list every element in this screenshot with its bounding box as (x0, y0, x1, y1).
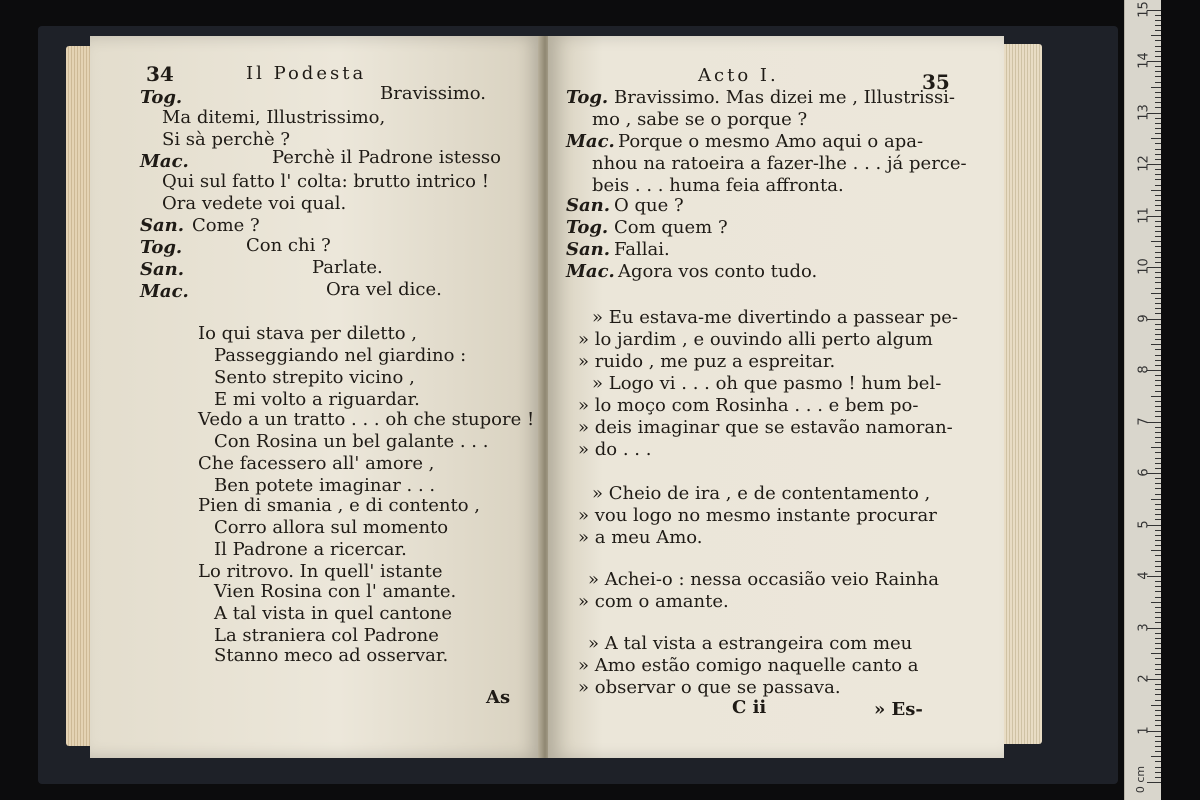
ruler-tick (1155, 71, 1161, 72)
ruler-number: 11 (1136, 206, 1152, 224)
ruler-tick (1155, 391, 1161, 392)
text-line: Porque o mesmo Amo aqui o apa- (618, 131, 924, 152)
ruler-unit-label: 0 cm (1134, 765, 1148, 794)
ruler-tick (1151, 344, 1161, 345)
ruler-number: 2 (1136, 674, 1152, 683)
verse-line: Lo ritrovo. In quell' istante (198, 561, 443, 582)
prose-line: » Achei-o : nessa occasião veio Rainha (588, 569, 939, 590)
ruler-tick (1155, 725, 1161, 726)
ruler-tick (1155, 483, 1161, 484)
ruler-tick (1155, 458, 1161, 459)
ruler-number: 3 (1136, 622, 1152, 632)
signature-mark: C ii (732, 697, 767, 718)
ruler-tick (1155, 277, 1161, 278)
speaker-label: Tog. (140, 87, 183, 108)
ruler-tick (1155, 303, 1161, 304)
ruler-tick (1155, 25, 1161, 26)
ruler-tick (1155, 298, 1161, 299)
prose-line: » ruido , me puz a espreitar. (578, 351, 836, 372)
ruler-tick (1155, 159, 1161, 160)
text-line: Com quem ? (614, 217, 728, 238)
ruler-tick (1155, 514, 1161, 515)
ruler-tick (1155, 107, 1161, 108)
ruler-tick (1155, 494, 1161, 495)
ruler-tick (1155, 746, 1161, 747)
text-line: Con chi ? (246, 235, 331, 256)
ruler-tick (1155, 767, 1161, 768)
prose-line: » a meu Amo. (578, 527, 703, 548)
ruler-tick (1155, 658, 1161, 659)
ruler-tick (1155, 715, 1161, 716)
ruler-tick (1155, 92, 1161, 93)
ruler-tick (1155, 51, 1161, 52)
ruler-tick (1151, 190, 1161, 191)
ruler-number: 14 (1136, 52, 1152, 69)
ruler-tick (1155, 15, 1161, 16)
ruler-tick (1155, 205, 1161, 206)
prose-line: » deis imaginar que se estavão namoran- (578, 417, 953, 438)
ruler-tick (1151, 550, 1161, 551)
prose-line: » do . . . (578, 439, 652, 460)
ruler-tick (1155, 741, 1161, 742)
ruler-number: 12 (1136, 155, 1152, 172)
ruler-tick (1155, 324, 1161, 325)
ruler-tick (1155, 684, 1161, 685)
ruler-tick (1155, 777, 1161, 778)
ruler-tick (1155, 761, 1161, 762)
ruler-tick (1151, 138, 1161, 139)
ruler-tick (1155, 504, 1161, 505)
text-line: nhou na ratoeira a fazer-lhe . . . já perce- (592, 153, 967, 174)
ruler-tick (1155, 375, 1161, 376)
ruler-tick (1155, 200, 1161, 201)
ruler-tick (1151, 396, 1161, 397)
speaker-label: Tog. (566, 217, 609, 238)
ruler-tick (1155, 648, 1161, 649)
left-running-head: Il Podesta (246, 63, 367, 84)
speaker-label: San. (140, 259, 185, 280)
ruler-tick (1155, 272, 1161, 273)
ruler-tick (1155, 76, 1161, 77)
ruler-tick (1155, 432, 1161, 433)
ruler-tick (1151, 241, 1161, 242)
ruler-tick (1155, 149, 1161, 150)
prose-line: » vou logo no mesmo instante procurar (578, 505, 937, 526)
speaker-label: Mac. (140, 281, 189, 302)
text-line: Parlate. (312, 257, 383, 278)
ruler-tick (1147, 782, 1161, 783)
ruler-tick (1155, 380, 1161, 381)
ruler-tick (1155, 82, 1161, 83)
ruler-tick (1155, 633, 1161, 634)
text-line: Come ? (192, 215, 260, 236)
ruler-tick (1155, 313, 1161, 314)
ruler-tick (1155, 607, 1161, 608)
ruler-tick (1155, 385, 1161, 386)
ruler-tick (1151, 756, 1161, 757)
catchword: » Es- (874, 699, 923, 720)
ruler-tick (1155, 571, 1161, 572)
text-line: Qui sul fatto l' colta: brutto intrico ! (162, 171, 489, 192)
speaker-label: San. (566, 195, 611, 216)
text-line: Bravissimo. Mas dizei me , Illustrissi- (614, 87, 956, 108)
ruler-tick (1155, 174, 1161, 175)
ruler-number: 4 (1136, 571, 1152, 580)
ruler-tick (1155, 597, 1161, 598)
ruler-tick (1155, 612, 1161, 613)
ruler-tick (1155, 694, 1161, 695)
ruler-tick (1155, 530, 1161, 531)
ruler-tick (1151, 35, 1161, 36)
ruler-tick (1155, 545, 1161, 546)
measuring-ruler (1124, 0, 1161, 800)
text-line: beis . . . huma feia affronta. (592, 175, 844, 196)
ruler-tick (1155, 509, 1161, 510)
ruler-tick (1155, 540, 1161, 541)
ruler-tick (1151, 499, 1161, 500)
ruler-tick (1155, 360, 1161, 361)
text-line: Si sà perchè ? (162, 129, 290, 150)
speaker-label: Tog. (140, 237, 183, 258)
ruler-number: 13 (1136, 103, 1152, 121)
ruler-tick (1155, 736, 1161, 737)
ruler-tick (1155, 329, 1161, 330)
ruler-tick (1155, 488, 1161, 489)
ruler-tick (1155, 751, 1161, 752)
verse-line: Il Padrone a ricercar. (214, 539, 407, 560)
speaker-label: Tog. (566, 87, 609, 108)
ruler-tick (1155, 282, 1161, 283)
ruler-tick (1155, 561, 1161, 562)
ruler-tick (1155, 133, 1161, 134)
ruler-number: 15 (1136, 0, 1152, 18)
ruler-tick (1155, 622, 1161, 623)
ruler-tick (1155, 519, 1161, 520)
ruler-tick (1155, 591, 1161, 592)
verse-line: E mi volto a riguardar. (214, 389, 420, 410)
ruler-tick (1151, 447, 1161, 448)
verse-line: Io qui stava per diletto , (198, 323, 418, 344)
ruler-tick (1155, 226, 1161, 227)
ruler-tick (1155, 468, 1161, 469)
prose-line: » com o amante. (578, 591, 729, 612)
ruler-tick (1155, 334, 1161, 335)
ruler-number: 6 (1136, 468, 1152, 477)
ruler-tick (1155, 154, 1161, 155)
ruler-tick (1155, 535, 1161, 536)
verse-line: Corro allora sul momento (214, 517, 449, 538)
verse-line: Ben potete imaginar . . . (214, 475, 436, 496)
ruler-tick (1155, 689, 1161, 690)
ruler-tick (1155, 463, 1161, 464)
speaker-label: Mac. (566, 261, 615, 282)
ruler-tick (1155, 669, 1161, 670)
verse-line: Passeggiando nel giardino : (214, 345, 467, 366)
speaker-label: Mac. (140, 151, 189, 172)
right-running-head: Acto I. (698, 65, 779, 86)
ruler-number: 5 (1136, 519, 1152, 529)
verse-line: Pien di smania , e di contento , (198, 495, 480, 516)
book-page-edges-right (998, 44, 1042, 744)
ruler-tick (1155, 772, 1161, 773)
ruler-tick (1155, 231, 1161, 232)
ruler-tick (1151, 602, 1161, 603)
ruler-tick (1155, 581, 1161, 582)
verse-line: Sento strepito vicino , (214, 367, 415, 388)
ruler-tick (1155, 257, 1161, 258)
text-line: Agora vos conto tudo. (618, 261, 818, 282)
prose-line: » Logo vi . . . oh que pasmo ! hum bel- (592, 373, 942, 394)
ruler-tick (1155, 66, 1161, 67)
speaker-label: San. (140, 215, 185, 236)
ruler-tick (1155, 586, 1161, 587)
catchword: As (486, 687, 511, 708)
prose-line: » Eu estava-me divertindo a passear pe- (592, 307, 958, 328)
ruler-tick (1155, 262, 1161, 263)
ruler-tick (1155, 427, 1161, 428)
prose-line: » lo jardim , e ouvindo alli perto algum (578, 329, 933, 350)
ruler-tick (1155, 40, 1161, 41)
ruler-tick (1155, 365, 1161, 366)
ruler-tick (1155, 169, 1161, 170)
ruler-tick (1155, 252, 1161, 253)
ruler-tick (1155, 406, 1161, 407)
ruler-tick (1155, 185, 1161, 186)
text-line: Ma ditemi, Illustrissimo, (162, 107, 386, 128)
ruler-tick (1155, 437, 1161, 438)
ruler-tick (1155, 210, 1161, 211)
verse-line: A tal vista in quel cantone (214, 603, 453, 624)
ruler-tick (1155, 349, 1161, 350)
ruler-tick (1155, 236, 1161, 237)
ruler-number: 1 (1136, 725, 1152, 735)
ruler-tick (1151, 653, 1161, 654)
verse-line: La straniera col Padrone (214, 625, 439, 646)
ruler-tick (1155, 638, 1161, 639)
speaker-label: Mac. (566, 131, 615, 152)
text-line: Bravissimo. (380, 83, 487, 104)
ruler-tick (1155, 56, 1161, 57)
ruler-tick (1155, 720, 1161, 721)
ruler-tick (1155, 452, 1161, 453)
ruler-tick (1155, 478, 1161, 479)
ruler-number: 10 (1136, 258, 1152, 275)
text-line: Ora vedete voi qual. (162, 193, 347, 214)
speaker-label: San. (566, 239, 611, 260)
ruler-tick (1155, 195, 1161, 196)
ruler-tick (1155, 700, 1161, 701)
text-line: mo , sabe se o porque ? (592, 109, 808, 130)
ruler-number: 9 (1136, 313, 1152, 323)
prose-line: » observar o que se passava. (578, 677, 841, 698)
ruler-tick (1155, 664, 1161, 665)
ruler-tick (1155, 411, 1161, 412)
ruler-tick (1155, 102, 1161, 103)
prose-line: » A tal vista a estrangeira com meu (588, 633, 913, 654)
text-line: Perchè il Padrone istesso (272, 147, 501, 168)
ruler-tick (1155, 143, 1161, 144)
ruler-tick (1155, 123, 1161, 124)
text-line: Ora vel dice. (326, 279, 442, 300)
ruler-number: 7 (1136, 416, 1152, 426)
ruler-tick (1155, 179, 1161, 180)
ruler-tick (1151, 705, 1161, 706)
ruler-tick (1155, 246, 1161, 247)
ruler-tick (1155, 710, 1161, 711)
ruler-tick (1155, 643, 1161, 644)
ruler-tick (1155, 30, 1161, 31)
verse-line: Che facessero all' amore , (198, 453, 435, 474)
ruler-tick (1155, 401, 1161, 402)
prose-line: » Cheio de ira , e de contentamento , (592, 483, 931, 504)
text-line: Fallai. (614, 239, 670, 260)
text-line: O que ? (614, 195, 684, 216)
right-page-number: 35 (922, 70, 950, 94)
ruler-tick (1155, 288, 1161, 289)
right-page (548, 36, 1004, 758)
ruler-tick (1155, 339, 1161, 340)
ruler-tick (1155, 555, 1161, 556)
ruler-number: 8 (1136, 365, 1152, 374)
ruler-tick (1155, 97, 1161, 98)
prose-line: » lo moço com Rosinha . . . e bem po- (578, 395, 919, 416)
ruler-tick (1155, 46, 1161, 47)
ruler-tick (1151, 87, 1161, 88)
left-page-number: 34 (146, 62, 174, 86)
ruler-tick (1155, 566, 1161, 567)
ruler-tick (1151, 293, 1161, 294)
ruler-tick (1155, 221, 1161, 222)
ruler-tick (1155, 617, 1161, 618)
ruler-tick (1155, 308, 1161, 309)
verse-line: Vedo a un tratto . . . oh che stupore ! (198, 409, 535, 430)
ruler-tick (1155, 128, 1161, 129)
ruler-tick (1155, 20, 1161, 21)
ruler-tick (1155, 674, 1161, 675)
ruler-tick (1155, 442, 1161, 443)
left-page (90, 36, 542, 758)
ruler-tick (1155, 355, 1161, 356)
ruler-tick (1155, 118, 1161, 119)
prose-line: » Amo estão comigo naquelle canto a (578, 655, 919, 676)
verse-line: Vien Rosina con l' amante. (214, 581, 457, 602)
ruler-tick (1155, 416, 1161, 417)
verse-line: Stanno meco ad osservar. (214, 645, 449, 666)
verse-line: Con Rosina un bel galante . . . (214, 431, 489, 452)
